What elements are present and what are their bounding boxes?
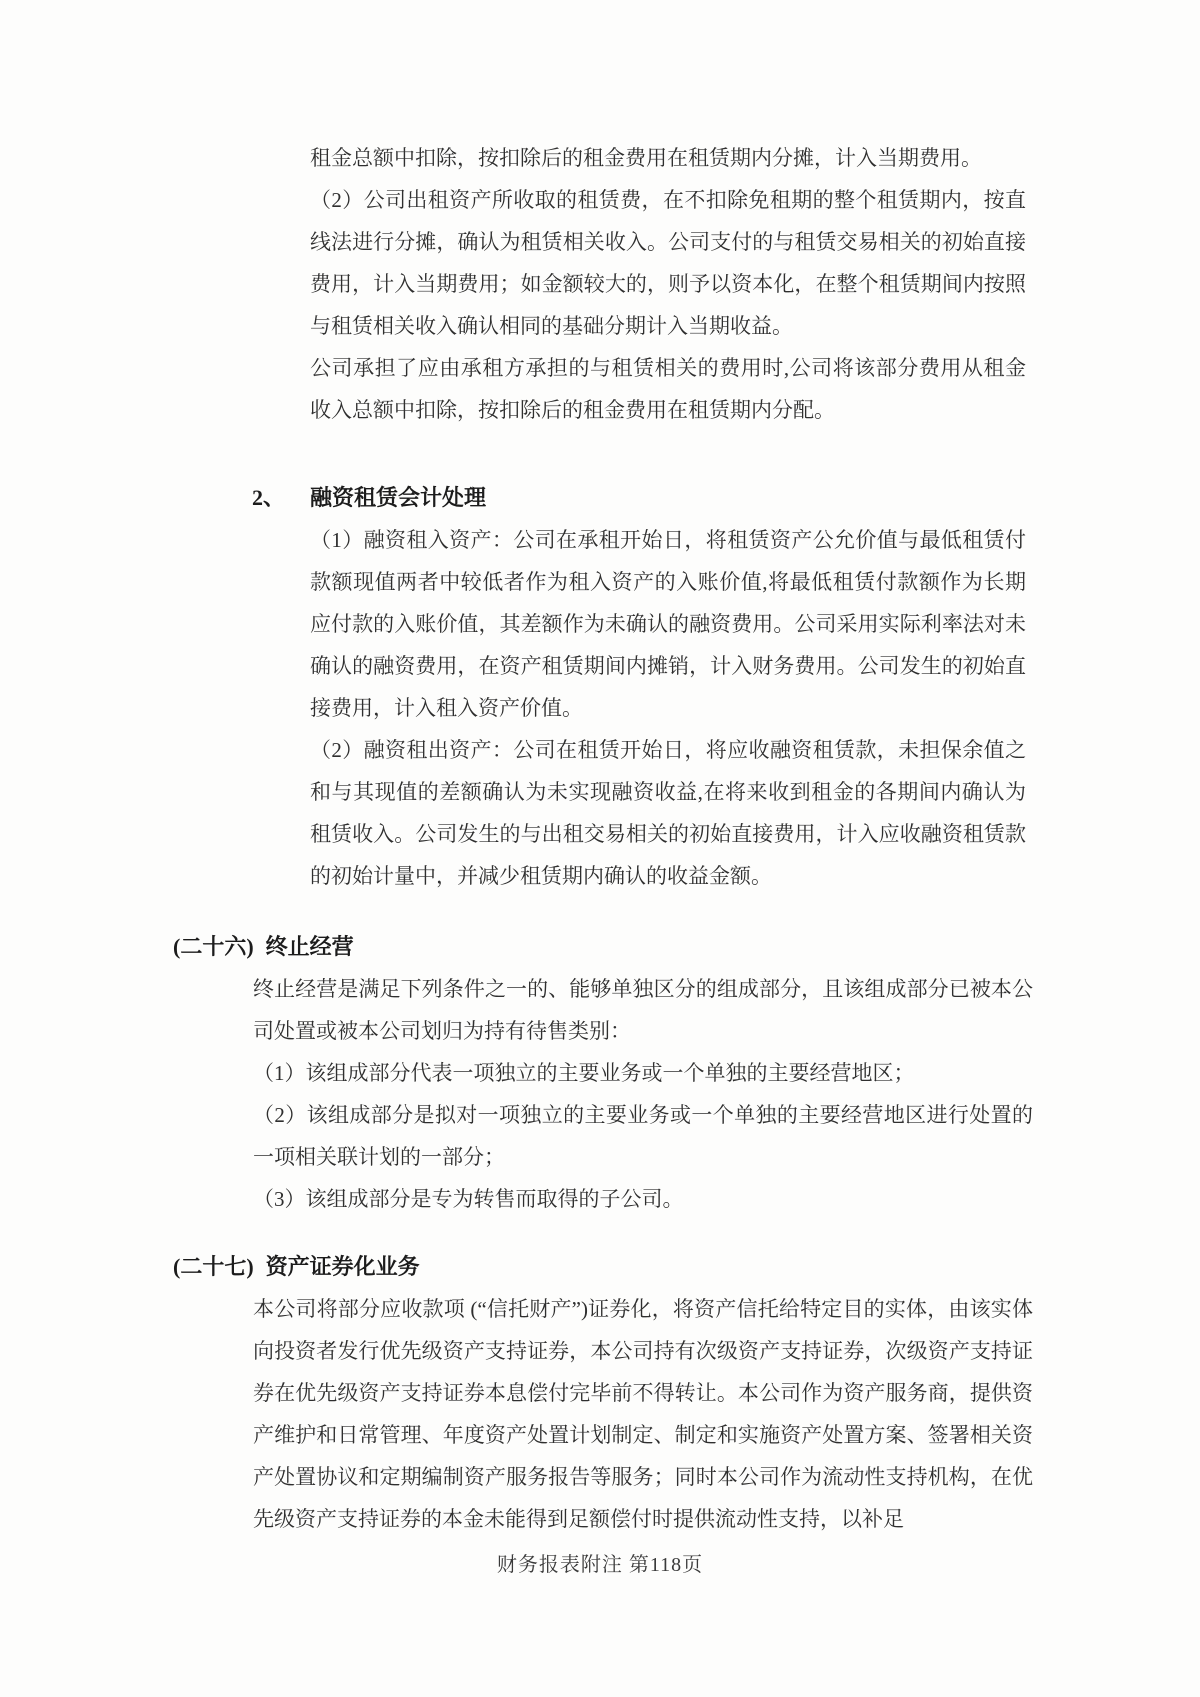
finance-lease-paragraphs (310, 519, 1026, 897)
paragraph: 终止经营是满足下列条件之一的、能够单独区分的组成部分，且该组成部分已被本公司处置或被本公司划归为持有待售类别： (253, 977, 1033, 1043)
subsection-heading-finance-lease (252, 477, 486, 519)
paragraph: （3）该组成部分是专为转售而取得的子公司。 (253, 1187, 684, 1211)
paragraph: 公司承担了应由承租方承担的与租赁相关的费用时,公司将该部分费用从租金收入总额中扣除，按扣除后的租金费用在租赁期内分配。 (310, 356, 1026, 422)
paragraph: （1）融资租入资产：公司在承租开始日，将租赁资产公允价值与最低租赁付款额现值两者中较低者作为租入资产的入账价值,将最低租赁付款额作为长期应付款的入账价值，其差额作为未确认的融资费用。公司采用实际利率法对未确认的融资费用，在资产租赁期间内摊销，计入财务费用。公司发生的初始直接费用，计入租入资产价值。 (310, 528, 1026, 720)
section-number: (二十六) (173, 934, 254, 959)
paragraph: （2）融资租出资产：公司在租赁开始日，将应收融资租赁款，未担保余值之和与其现值的差额确认为未实现融资收益,在将来收到租金的各期间内确认为租赁收入。公司发生的与出租交易相关的初始直接费用，计入应收融资租赁款的初始计量中，并减少租赁期内确认的收益金额。 (310, 738, 1026, 888)
paragraph: （2）公司出租资产所收取的租赁费，在不扣除免租期的整个租赁期内，按直线法进行分摊，确认为租赁相关收入。公司支付的与租赁交易相关的初始直接费用，计入当期费用；如金额较大的，则予以资本化，在整个租赁期间内按照与租赁相关收入确认相同的基础分期计入当期收益。 (310, 188, 1026, 338)
paragraph: 本公司将部分应收款项 (“信托财产”)证券化，将资产信托给特定目的实体，由该实体向投资者发行优先级资产支持证券，本公司持有次级资产支持证券，次级资产支持证券在优先级资产支持证券本息偿付完毕前不得转让。本公司作为资产服务商，提供资产维护和日常管理、年度资产处置计划制定、制定和实施资产处置方案、签署相关资产处置协议和定期编制资产服务报告等服务；同时本公司作为流动性支持机构，在优先级资产支持证券的本金未能得到足额偿付时提供流动性支持，以补足 (253, 1297, 1033, 1531)
paragraph: （1）该组成部分代表一项独立的主要业务或一个单独的主要经营地区； (253, 1061, 915, 1085)
asset-securitization-paragraphs (253, 1288, 1033, 1540)
lease-intro-paragraphs (310, 137, 1026, 431)
section-title: 终止经营 (265, 934, 354, 959)
subsection-number: 2、 (252, 485, 286, 510)
paragraph: （2）该组成部分是拟对一项独立的主要业务或一个单独的主要经营地区进行处置的一项相关联计划的一部分； (253, 1103, 1033, 1169)
section-title: 资产证券化业务 (265, 1254, 420, 1279)
section-number: (二十七) (173, 1254, 254, 1279)
paragraph: 租金总额中扣除，按扣除后的租金费用在租赁期内分摊，计入当期费用。 (310, 146, 982, 170)
discontinued-operations-paragraphs (253, 968, 1033, 1220)
subsection-title: 融资租赁会计处理 (310, 485, 487, 510)
section-heading-asset-securitization (173, 1246, 420, 1288)
section-heading-discontinued-operations (173, 926, 354, 968)
page-footer: 财务报表附注 第118页 (496, 1554, 704, 1576)
